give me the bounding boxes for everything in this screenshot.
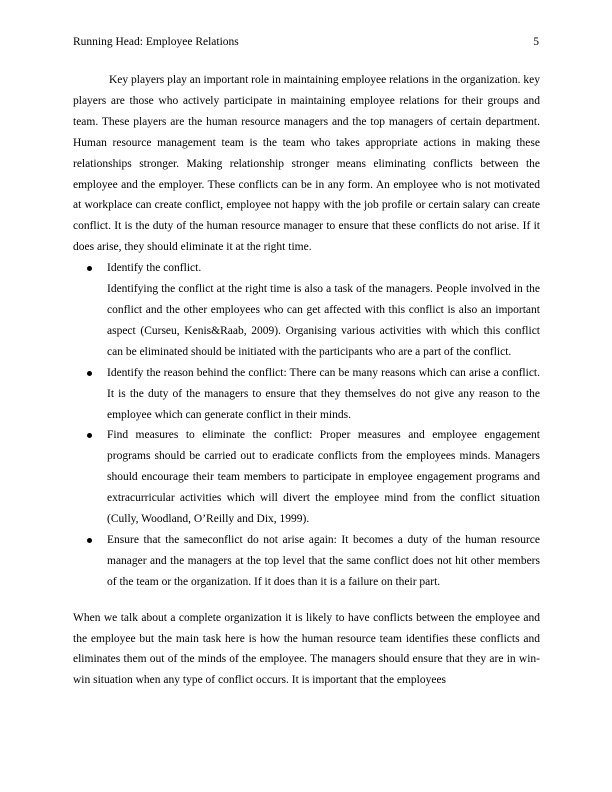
running-head: Running Head: Employee Relations xyxy=(73,36,239,48)
page-header xyxy=(73,36,539,52)
bullet-heading: Identify the conflict. xyxy=(107,262,202,275)
list-item xyxy=(73,363,540,426)
bullet-icon xyxy=(87,266,92,271)
paragraph-spacer xyxy=(73,593,540,608)
bullet-text: Ensure that the sameconflict do not arise again: It becomes a duty of the human resource manager and the managers at the top level that the same conflict does not hit other members of the team or the organization. If it does than it is a failure on their part. xyxy=(107,533,540,588)
bullet-list xyxy=(73,258,540,593)
list-item xyxy=(73,425,540,530)
intro-paragraph: Key players play an important role in maintaining employee relations in the organization. key players are those who actively participate in maintaining employee relations for their groups and team. These players are the human resource managers and the top managers of certain department. Human resource management team is the team who takes appropriate actions in making these relationships stronger. Making relationship stronger means eliminating conflicts between the employee and the employer. These conflicts can be in any form. An employee who is not motivated at workplace can create conflict, employee not happy with the job profile or certain salary can create conflict. It is the duty of the human resource manager to ensure that these conflicts do not arise. If it does arise, they should eliminate it at the right time. xyxy=(73,74,540,254)
bullet-icon xyxy=(87,371,92,376)
bullet-text: Identifying the conflict at the right time is also a task of the managers. People involved in the conflict and the other employees who can get affected with this conflict is also an important aspect (Curseu, Kenis&Raab, 2009). Organising various activities with which this conflict can be eliminated should be initiated with the participants who are a part of the conflict. xyxy=(107,283,540,358)
document-body xyxy=(73,70,540,691)
bullet-icon xyxy=(87,433,92,438)
bullet-icon xyxy=(87,538,92,543)
list-item xyxy=(73,530,540,593)
closing-paragraph: When we talk about a complete organization it is likely to have conflicts between the employee and the employee but the main task here is how the human resource team identifies these conflicts and eliminates them out of the minds of the employee. The managers should ensure that they are in win-win situation when any type of conflict occurs. It is important that the employees xyxy=(73,611,540,687)
page-number: 5 xyxy=(533,36,539,48)
bullet-text: Find measures to eliminate the conflict: Proper measures and employee engagement programs should be carried out to eradicate conflicts from the employees minds. Managers should encourage their team members to participate in employee engagement programs and extracurricular activities which will divert the employee mind from the conflict situation (Cully, Woodland, O’Reilly and Dix, 1999). xyxy=(107,429,540,526)
list-item xyxy=(73,258,540,363)
bullet-text: Identify the reason behind the conflict: There can be many reasons which can arise a conflict. It is the duty of the managers to ensure that they themselves do not give any reason to the employee which can generate conflict in their minds. xyxy=(107,366,540,421)
